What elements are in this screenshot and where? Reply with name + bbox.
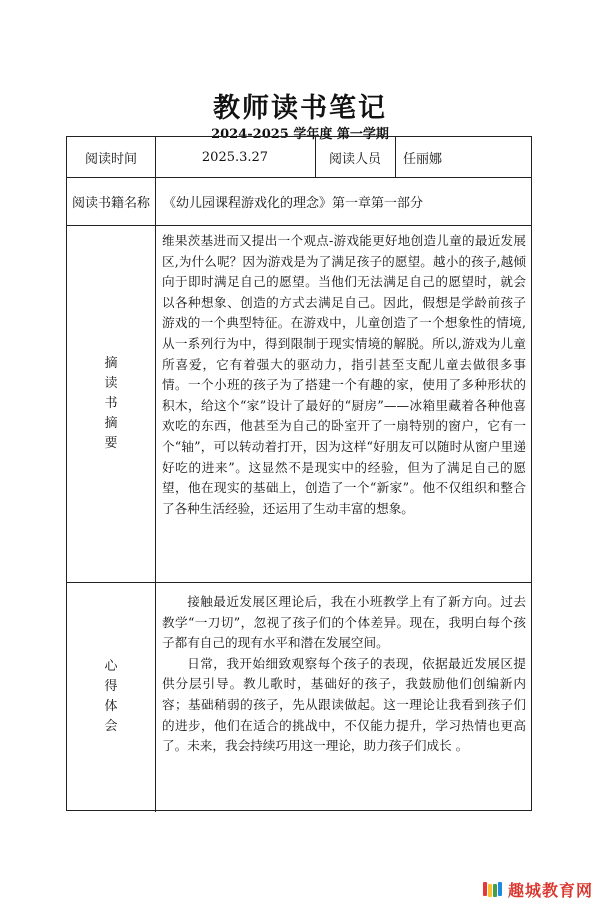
excerpt-label-char: 摘 (104, 415, 118, 431)
colored-book-icon (482, 880, 504, 900)
excerpt-label-char: 要 (104, 435, 118, 451)
reflection-label-char: 会 (104, 719, 118, 734)
excerpt-label-char: 读 (104, 375, 118, 391)
site-watermark (482, 878, 593, 901)
excerpt-label-char: 摘 (104, 355, 118, 371)
reflection-label-char: 心 (104, 659, 118, 674)
excerpt-text (162, 231, 526, 519)
reading-time-value: 2025.3.27 (201, 149, 269, 165)
excerpt-paragraph: 维果茨基进而又提出一个观点-游戏能更好地创造儿童的最近发展区,为什么呢？因为游戏是为了满足孩子的愿望。越小的孩子,越倾向于即时满足自己的愿望。当他们无法满足自己的愿望时，就会以各种想象、创造的方式去满足自己。因此，假想是学龄前孩子游戏的一个典型特征。在游戏中，儿童创造了一个想象性的情境,从一系列行为中，得到限制于现实情境的解脱。所以,游戏为儿童所喜爱，它有着强大的驱动力，指引甚至支配儿童去做很多事情。一个小班的孩子为了搭建一个有趣的家，使用了多种形状的积木，给这个“家”设计了最好的“厨房”——冰箱里藏着各种他喜欢吃的东西，他甚至为自己的卧室开了一扇特别的窗户，它有一个“轴”，可以转动着打开，因为这样“好朋友可以随时从窗户里递好吃的进来”。这显然不是现实中的经验，但为了满足自己的愿望，他在现实的基础上，创造了一个“新家”。他不仅组织和整合了各种生活经验，还运用了生动丰富的想象。 (162, 233, 526, 516)
reader-value: 任丽娜 (403, 151, 443, 167)
column-divider (155, 137, 156, 812)
excerpt-label (67, 225, 155, 582)
reflection-paragraph: 日常，我开始细致观察每个孩子的表现，依据最近发展区提供分层引导。教儿歌时，基础好的孩子，我鼓励他们创编新内容；基础稍弱的孩子，先从跟读做起。这一理论让我看到孩子们的进步，他们在适合的挑战中，不仅能力提升，学习热情也更高了。未来，我会持续巧用这一理论，助力孩子们成长 。 (162, 655, 526, 754)
excerpt-label-char: 书 (104, 395, 118, 411)
reflection-text (162, 592, 526, 757)
reflection-label (67, 582, 155, 812)
reflection-label-char: 体 (104, 699, 118, 714)
book-name-value: 《幼儿园课程游戏化的理念》第一章第一部分 (163, 195, 424, 211)
watermark-text: 趣城教育网 (508, 881, 594, 900)
page-title: 教师读书笔记 (213, 93, 387, 124)
reading-time-label: 阅读时间 (84, 151, 137, 167)
column-divider (395, 137, 396, 177)
reflection-paragraph: 接触最近发展区理论后，我在小班教学上有了新方向。过去教学“一刀切”，忽视了孩子们的个体差异。现在，我明白每个孩子都有自己的现有水平和潜在发展空间。 (162, 594, 526, 651)
reflection-label-char: 得 (104, 679, 118, 694)
reader-label: 阅读人员 (328, 151, 381, 167)
notes-table (66, 136, 532, 811)
book-name-label: 阅读书籍名称 (71, 195, 150, 211)
term-subtitle: 2024-2025 学年度 第一学期 (211, 127, 389, 142)
